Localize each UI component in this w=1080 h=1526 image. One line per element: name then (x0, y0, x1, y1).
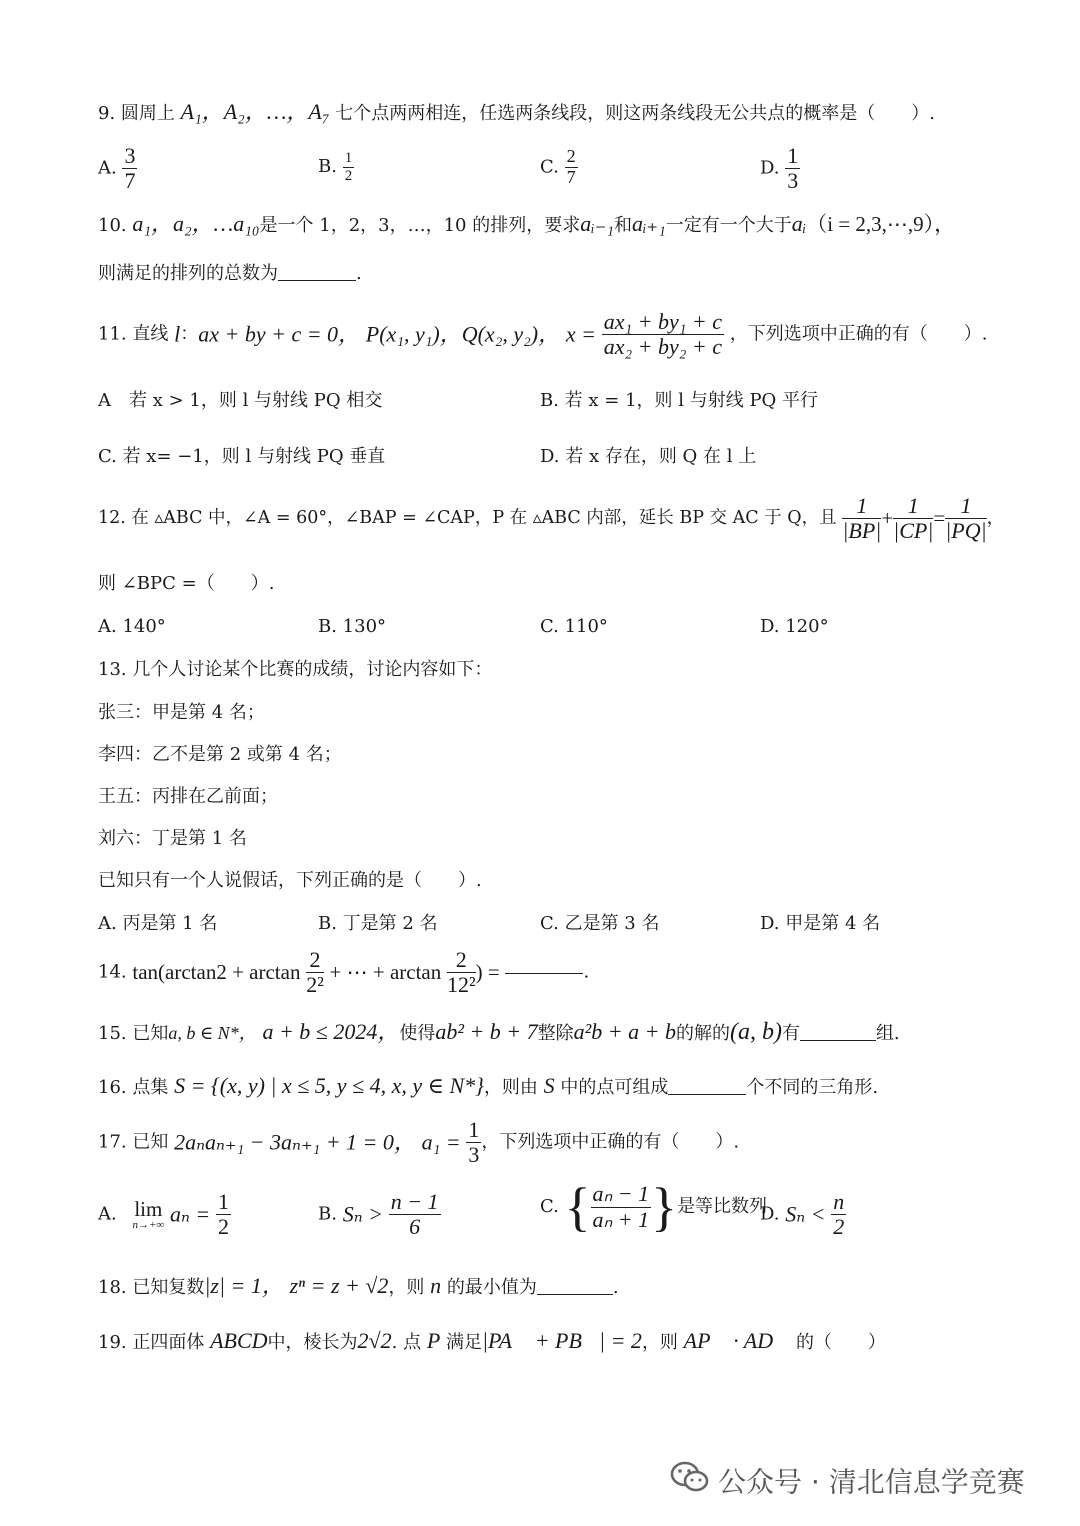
answer-blank (537, 1293, 613, 1295)
q11-option-c: C. 若 x= −1，则 l 与射线 PQ 垂直 (98, 446, 386, 467)
q9-option-d: D. $\frac{1}{3}$ (760, 143, 799, 194)
q13-option-d: D. 甲是第 4 名 (760, 913, 881, 934)
answer-blank (668, 1093, 746, 1095)
q12-line2: 则 ∠BPC =（ ）. (98, 573, 275, 594)
q13-statement-2: 李四：乙不是第 2 或第 4 名； (98, 744, 342, 765)
q17-option-c: C. { $\frac{\text{aₙ − 1}}{\text{aₙ + 1}}$ }是等比数列 (540, 1177, 768, 1237)
q14-fraction-2: $\frac{2}{\text{12²}}$ (447, 947, 476, 998)
q9-points: A₁，A₂，…，A₇ (180, 99, 330, 124)
q9-number: 9. 圆周上 (98, 103, 175, 124)
q13-statement-3: 王五：丙排在乙前面； (98, 786, 278, 807)
q19-line: 19. 正四面体 ABCD中，棱长为2√2. 点 P 满足|PA⃗ + PB⃗| = 2，则 AP⃗ · AD⃗ 的（ ） (98, 1328, 886, 1353)
q17-fraction-c: $\frac{\text{aₙ − 1}}{\text{aₙ + 1}}$ (592, 1181, 650, 1232)
limit-operator: lim n→+∞ (132, 1196, 165, 1231)
q17-fraction-a: $\frac{1}{2}$ (217, 1189, 229, 1240)
q17-option-b: B. Sₙ > $\frac{n - 1}{6}$ (318, 1189, 439, 1240)
q11-option-a: A 若 x > 1，则 l 与射线 PQ 相交 (98, 390, 383, 411)
q17-fraction-d: $\frac{n}{2}$ (833, 1189, 845, 1240)
q12-option-b: B. 130° (318, 616, 387, 637)
q12-fraction-cp: $\frac{1}{|CP|}$ (893, 493, 934, 544)
q9-option-c: C. $\frac{2}{7}$ (540, 146, 576, 187)
q13-statement-1: 张三：甲是第 4 名； (98, 702, 265, 723)
answer-blank (505, 972, 583, 974)
q17-option-d: D. Sₙ < $\frac{n}{2}$ (760, 1189, 845, 1240)
answer-blank (800, 1039, 876, 1041)
q12-fraction-pq: $\frac{1}{|PQ|}$ (945, 493, 987, 544)
q11-stem: 11. 直线 l：ax + by + c = 0， P(x₁, y₁)，Q(x₂, y₂)， x = $\frac{\text{ax₁ + by₁ + c}}{\text{ax₂ + by₂ + c}}$ ，下列选项中正确的有（ ）. (98, 309, 988, 360)
q13-stem: 13. 几个人讨论某个比赛的成绩，讨论内容如下： (98, 659, 493, 680)
q16-line: 16. 点集 S = {(x, y) | x ≤ 5, y ≤ 4, x, y ∈ N*}，则由 S 中的点可组成 个不同的三角形. (98, 1073, 879, 1098)
q9-fraction-b: $\frac{1}{2}$ (344, 150, 353, 184)
q10-line2: 则满足的排列的总数为 . (98, 263, 362, 284)
q9-fraction-c: $\frac{2}{7}$ (566, 146, 576, 187)
q13-question: 已知只有一个人说假话，下列正确的是（ ）. (98, 870, 482, 891)
q11-option-d: D. 若 x 存在，则 Q 在 l 上 (540, 446, 757, 467)
q9-fraction-d: $\frac{1}{3}$ (787, 143, 799, 194)
q13-option-a: A. 丙是第 1 名 (98, 913, 218, 934)
q9-text: 七个点两两相连，任选两条线段，则这两条线段无公共点的概率是（ ）. (335, 103, 935, 124)
left-brace: { (564, 1177, 591, 1237)
q11-fraction: $\frac{\text{ax₁ + by₁ + c}}{\text{ax₂ + by₂ + c}}$ (603, 309, 722, 360)
right-brace: } (651, 1177, 678, 1237)
q15-line: 15. 已知a, b ∈ N*， a + b ≤ 2024，使得ab² + b + 7整除a²b + a + b的解的(a, b)有 组. (98, 1019, 900, 1045)
q14-line: 14. tan(arctan2 + arctan $\frac{2}{\text{2²}}$ + ⋯ + arctan $\frac{2}{\text{12²}}$ ) = . (98, 947, 590, 998)
q12-stem: 12. 在 ▵ABC 中，∠A = 60°，∠BAP = ∠CAP，P 在 ▵ABC 内部，延长 BP 交 AC 于 Q，且 $\frac{1}{|BP|}$ + $\frac{1}{|CP|}$ = $\frac{1}{|PQ|}$ ， (98, 493, 1005, 544)
q17-fraction-b: $\frac{n - 1}{6}$ (390, 1189, 439, 1240)
watermark (670, 1460, 1025, 1501)
q9-option-a: A. $\frac{3}{7}$ (98, 143, 136, 194)
q14-fraction-1: $\frac{2}{\text{2²}}$ (306, 947, 324, 998)
q9-option-b: B. $\frac{1}{2}$ (318, 150, 353, 184)
q12-option-c: C. 110° (540, 616, 608, 637)
wechat-icon (670, 1460, 710, 1501)
q12-fraction-bp: $\frac{1}{|BP|}$ (842, 493, 882, 544)
q13-option-b: B. 丁是第 2 名 (318, 913, 438, 934)
q13-statement-4: 刘六：丁是第 1 名 (98, 828, 247, 849)
q12-option-d: D. 120° (760, 616, 829, 637)
watermark-text: 公众号 · 清北信息学竞赛 (718, 1465, 1025, 1499)
q10-line1: 10. a₁，a₂，…a₁₀是一个 1，2，3，…，10 的排列，要求aᵢ₋₁和aᵢ₊₁一定有一个大于aᵢ（i = 2,3,⋯,9）， (98, 211, 956, 236)
q17-stem: 17. 已知 2aₙaₙ₊₁ − 3aₙ₊₁ + 1 = 0， a₁ = $\frac{1}{3}$ ，下列选项中正确的有（ ）. (98, 1117, 740, 1168)
q9-fraction-a: $\frac{3}{7}$ (124, 143, 136, 194)
answer-blank (278, 279, 356, 281)
q18-line: 18. 已知复数|z| = 1， zⁿ = z + √2，则 n 的最小值为 . (98, 1273, 619, 1298)
q11-option-b: B. 若 x = 1，则 l 与射线 PQ 平行 (540, 390, 819, 411)
q12-option-a: A. 140° (98, 616, 166, 637)
q9-stem (98, 101, 935, 123)
q17-option-a: A. lim n→+∞ aₙ = $\frac{1}{2}$ (98, 1189, 229, 1240)
q17-fraction: $\frac{1}{3}$ (468, 1117, 480, 1168)
q13-option-c: C. 乙是第 3 名 (540, 913, 660, 934)
